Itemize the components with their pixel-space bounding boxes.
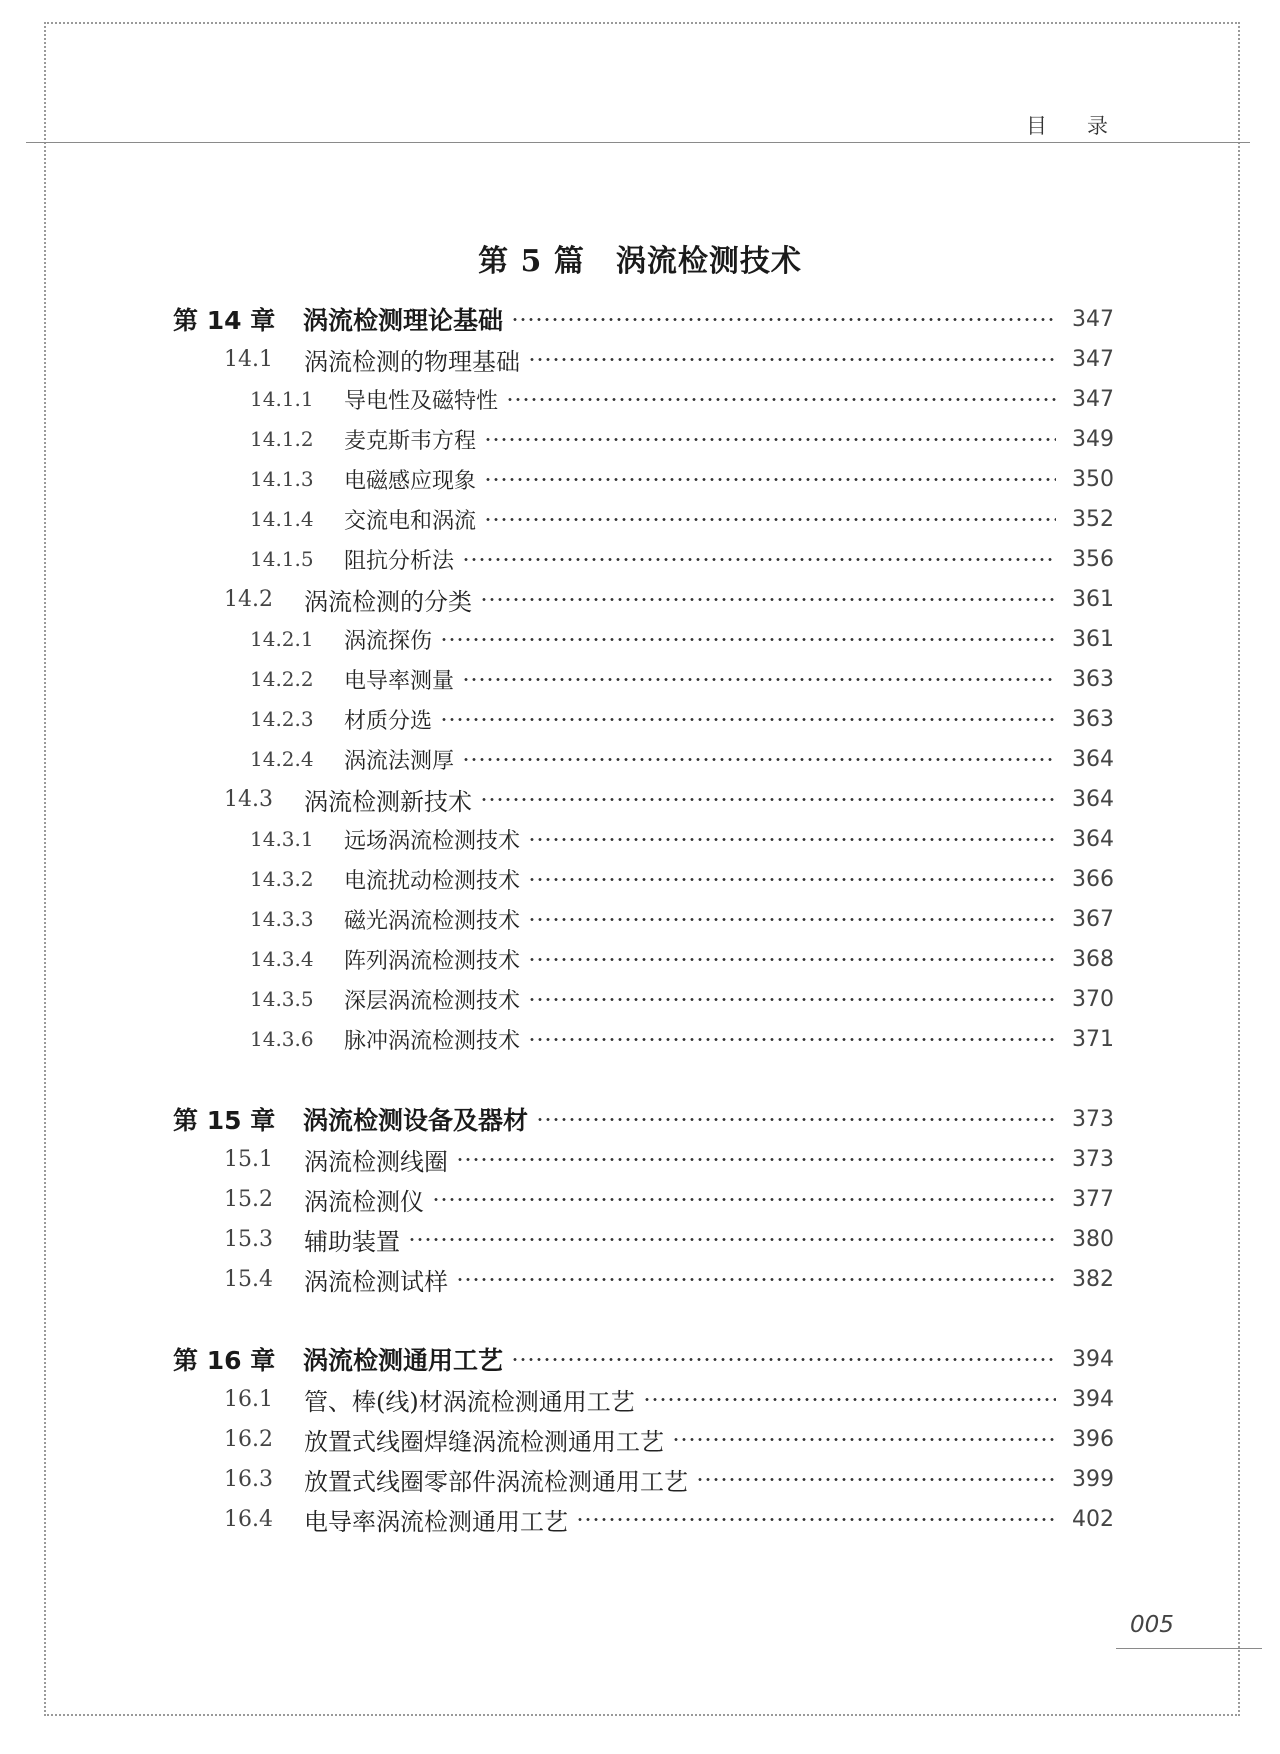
dot-leader [536, 1118, 1056, 1121]
toc-entry-page: 394 [1072, 1386, 1114, 1412]
toc-section-entry [224, 1181, 1114, 1217]
toc-entry-page: 373 [1072, 1106, 1114, 1132]
dot-leader [440, 718, 1056, 721]
toc-entry-title: 涡流探伤 [344, 628, 433, 654]
dot-leader [462, 558, 1056, 561]
toc-entry-title: 脉冲涡流检测技术 [344, 1028, 521, 1054]
toc-entry-number: 14.1.5 [250, 547, 314, 571]
toc-entry-page: 347 [1072, 346, 1114, 372]
toc-entry-number: 14.1.3 [250, 467, 314, 491]
toc-subsection-entry [250, 421, 1114, 457]
toc-entry-page: 364 [1072, 826, 1114, 852]
toc-entry-title: 放置式线圈焊缝涡流检测通用工艺 [304, 1427, 664, 1456]
toc-entry-number: 14.2.3 [250, 707, 314, 731]
dot-leader [511, 318, 1056, 321]
toc-entry-title: 涡流检测的分类 [304, 587, 472, 616]
toc-entry-page: 377 [1072, 1186, 1114, 1212]
toc-entry-title: 放置式线圈零部件涡流检测通用工艺 [304, 1467, 688, 1496]
dot-leader [432, 1198, 1056, 1201]
toc-entry-page: 363 [1072, 666, 1114, 692]
toc-section-entry [224, 781, 1114, 817]
dot-leader [480, 598, 1056, 601]
dot-leader [484, 478, 1056, 481]
toc-entry-number: 14.2.1 [250, 627, 314, 651]
toc-entry-number: 15.1 [224, 1146, 273, 1172]
toc-section-entry [224, 341, 1114, 377]
toc-subsection-entry [250, 541, 1114, 577]
toc-entry-number: 第 15 章 [173, 1106, 276, 1135]
toc-subsection-entry [250, 661, 1114, 697]
toc-entry-number: 14.3 [224, 786, 273, 812]
toc-entry-title: 远场涡流检测技术 [344, 828, 521, 854]
toc-entry-number: 14.1.1 [250, 387, 314, 411]
toc-entry-number: 第 16 章 [173, 1346, 276, 1375]
toc-entry-number: 15.2 [224, 1186, 273, 1212]
dot-leader [672, 1438, 1056, 1441]
toc-subsection-entry [250, 941, 1114, 977]
toc-entry-title: 磁光涡流检测技术 [344, 908, 521, 934]
toc-section-entry [224, 1141, 1114, 1177]
toc-entry-title: 电导率测量 [344, 668, 455, 694]
toc-subsection-entry [250, 901, 1114, 937]
dot-leader [528, 838, 1056, 841]
toc-entry-title: 辅助装置 [304, 1227, 400, 1256]
toc-entry-page: 356 [1072, 546, 1114, 572]
toc-entry-number: 16.1 [224, 1386, 273, 1412]
toc-entry-page: 371 [1072, 1026, 1114, 1052]
toc-entry-number: 14.1.4 [250, 507, 314, 531]
footer-rule [1116, 1648, 1262, 1649]
page-number: 005 [1130, 1612, 1174, 1638]
toc-entry-number: 第 14 章 [173, 306, 276, 335]
toc-entry-title: 涡流检测的物理基础 [304, 347, 520, 376]
toc-entry-page: 366 [1072, 866, 1114, 892]
toc-entry-page: 361 [1072, 626, 1114, 652]
toc-entry-number: 15.4 [224, 1266, 273, 1292]
toc-entry-page: 382 [1072, 1266, 1114, 1292]
part-title: 第 5 篇 涡流检测技术 [478, 244, 802, 279]
toc-entry-page: 352 [1072, 506, 1114, 532]
dot-leader [506, 398, 1056, 401]
toc-chapter-entry [173, 301, 1114, 337]
toc-entry-title: 涡流检测设备及器材 [303, 1106, 529, 1135]
toc-entry-title: 涡流法测厚 [344, 748, 455, 774]
toc-entry-title: 涡流检测试样 [304, 1267, 448, 1296]
dot-leader [528, 998, 1056, 1001]
toc-entry-page: 363 [1072, 706, 1114, 732]
toc-entry-title: 电流扰动检测技术 [344, 868, 521, 894]
dot-leader [576, 1518, 1056, 1521]
toc-entry-title: 涡流检测理论基础 [303, 306, 504, 335]
dot-leader [462, 678, 1056, 681]
toc-entry-page: 364 [1072, 786, 1114, 812]
toc-entry-title: 阻抗分析法 [344, 548, 455, 574]
dot-leader [696, 1478, 1056, 1481]
toc-entry-title: 涡流检测线圈 [304, 1147, 448, 1176]
toc-entry-number: 14.1 [224, 346, 273, 372]
dot-leader [480, 798, 1056, 801]
toc-entry-number: 14.3.3 [250, 907, 314, 931]
toc-entry-page: 347 [1072, 306, 1114, 332]
toc-entry-title: 管、棒(线)材涡流检测通用工艺 [304, 1387, 635, 1416]
toc-entry-page: 368 [1072, 946, 1114, 972]
toc-entry-number: 14.3.2 [250, 867, 314, 891]
toc-subsection-entry [250, 1021, 1114, 1057]
toc-entry-title: 电磁感应现象 [344, 468, 477, 494]
toc-subsection-entry [250, 381, 1114, 417]
toc-section-entry [224, 1261, 1114, 1297]
toc-entry-title: 麦克斯韦方程 [344, 428, 477, 454]
toc-entry-title: 涡流检测通用工艺 [303, 1346, 504, 1375]
toc-chapter-entry [173, 1101, 1114, 1137]
toc-section-entry [224, 1221, 1114, 1257]
toc-entry-page: 349 [1072, 426, 1114, 452]
toc-subsection-entry [250, 821, 1114, 857]
toc-entry-number: 14.1.2 [250, 427, 314, 451]
toc-entry-number: 16.4 [224, 1506, 273, 1532]
toc-entry-page: 373 [1072, 1146, 1114, 1172]
dot-leader [528, 358, 1056, 361]
toc-entry-number: 14.3.1 [250, 827, 314, 851]
toc-entry-title: 阵列涡流检测技术 [344, 948, 521, 974]
running-header-title: 目录 [1026, 114, 1148, 138]
toc-subsection-entry [250, 621, 1114, 657]
toc-entry-page: 347 [1072, 386, 1114, 412]
toc-section-entry [224, 1501, 1114, 1537]
toc-entry-number: 14.3.4 [250, 947, 314, 971]
toc-entry-title: 深层涡流检测技术 [344, 988, 521, 1014]
dot-leader [408, 1238, 1056, 1241]
toc-entry-title: 涡流检测仪 [304, 1187, 424, 1216]
toc-entry-page: 380 [1072, 1226, 1114, 1252]
toc-entry-title: 导电性及磁特性 [344, 388, 499, 414]
toc-entry-number: 16.2 [224, 1426, 273, 1452]
dot-leader [440, 638, 1056, 641]
toc-entry-page: 396 [1072, 1426, 1114, 1452]
header-rule [26, 142, 1250, 143]
toc-entry-page: 350 [1072, 466, 1114, 492]
toc-entry-title: 涡流检测新技术 [304, 787, 472, 816]
dot-leader [528, 958, 1056, 961]
toc-entry-page: 361 [1072, 586, 1114, 612]
toc-entry-title: 材质分选 [344, 708, 433, 734]
toc-entry-number: 16.3 [224, 1466, 273, 1492]
toc-entry-number: 14.3.6 [250, 1027, 314, 1051]
dot-leader [528, 878, 1056, 881]
toc-subsection-entry [250, 741, 1114, 777]
toc-section-entry [224, 1461, 1114, 1497]
dot-leader [456, 1278, 1056, 1281]
dot-leader [462, 758, 1056, 761]
toc-subsection-entry [250, 461, 1114, 497]
toc-entry-page: 399 [1072, 1466, 1114, 1492]
toc-subsection-entry [250, 981, 1114, 1017]
dot-leader [643, 1398, 1056, 1401]
toc-section-entry [224, 1421, 1114, 1457]
toc-section-entry [224, 1381, 1114, 1417]
toc-entry-page: 370 [1072, 986, 1114, 1012]
dot-leader [528, 1038, 1056, 1041]
toc-chapter-entry [173, 1341, 1114, 1377]
toc-entry-page: 364 [1072, 746, 1114, 772]
toc-subsection-entry [250, 701, 1114, 737]
toc-entry-number: 14.2.4 [250, 747, 314, 771]
dot-leader [484, 518, 1056, 521]
toc-entry-number: 15.3 [224, 1226, 273, 1252]
toc-entry-number: 14.2 [224, 586, 273, 612]
toc-entry-number: 14.2.2 [250, 667, 314, 691]
toc-entry-page: 394 [1072, 1346, 1114, 1372]
toc-entry-title: 电导率涡流检测通用工艺 [304, 1507, 568, 1536]
toc-entry-page: 367 [1072, 906, 1114, 932]
dot-leader [484, 438, 1056, 441]
dot-leader [511, 1358, 1056, 1361]
dot-leader [456, 1158, 1056, 1161]
toc-entry-title: 交流电和涡流 [344, 508, 477, 534]
toc-subsection-entry [250, 501, 1114, 537]
dot-leader [528, 918, 1056, 921]
toc-entry-page: 402 [1072, 1506, 1114, 1532]
toc-subsection-entry [250, 861, 1114, 897]
toc-section-entry [224, 581, 1114, 617]
toc-entry-number: 14.3.5 [250, 987, 314, 1011]
